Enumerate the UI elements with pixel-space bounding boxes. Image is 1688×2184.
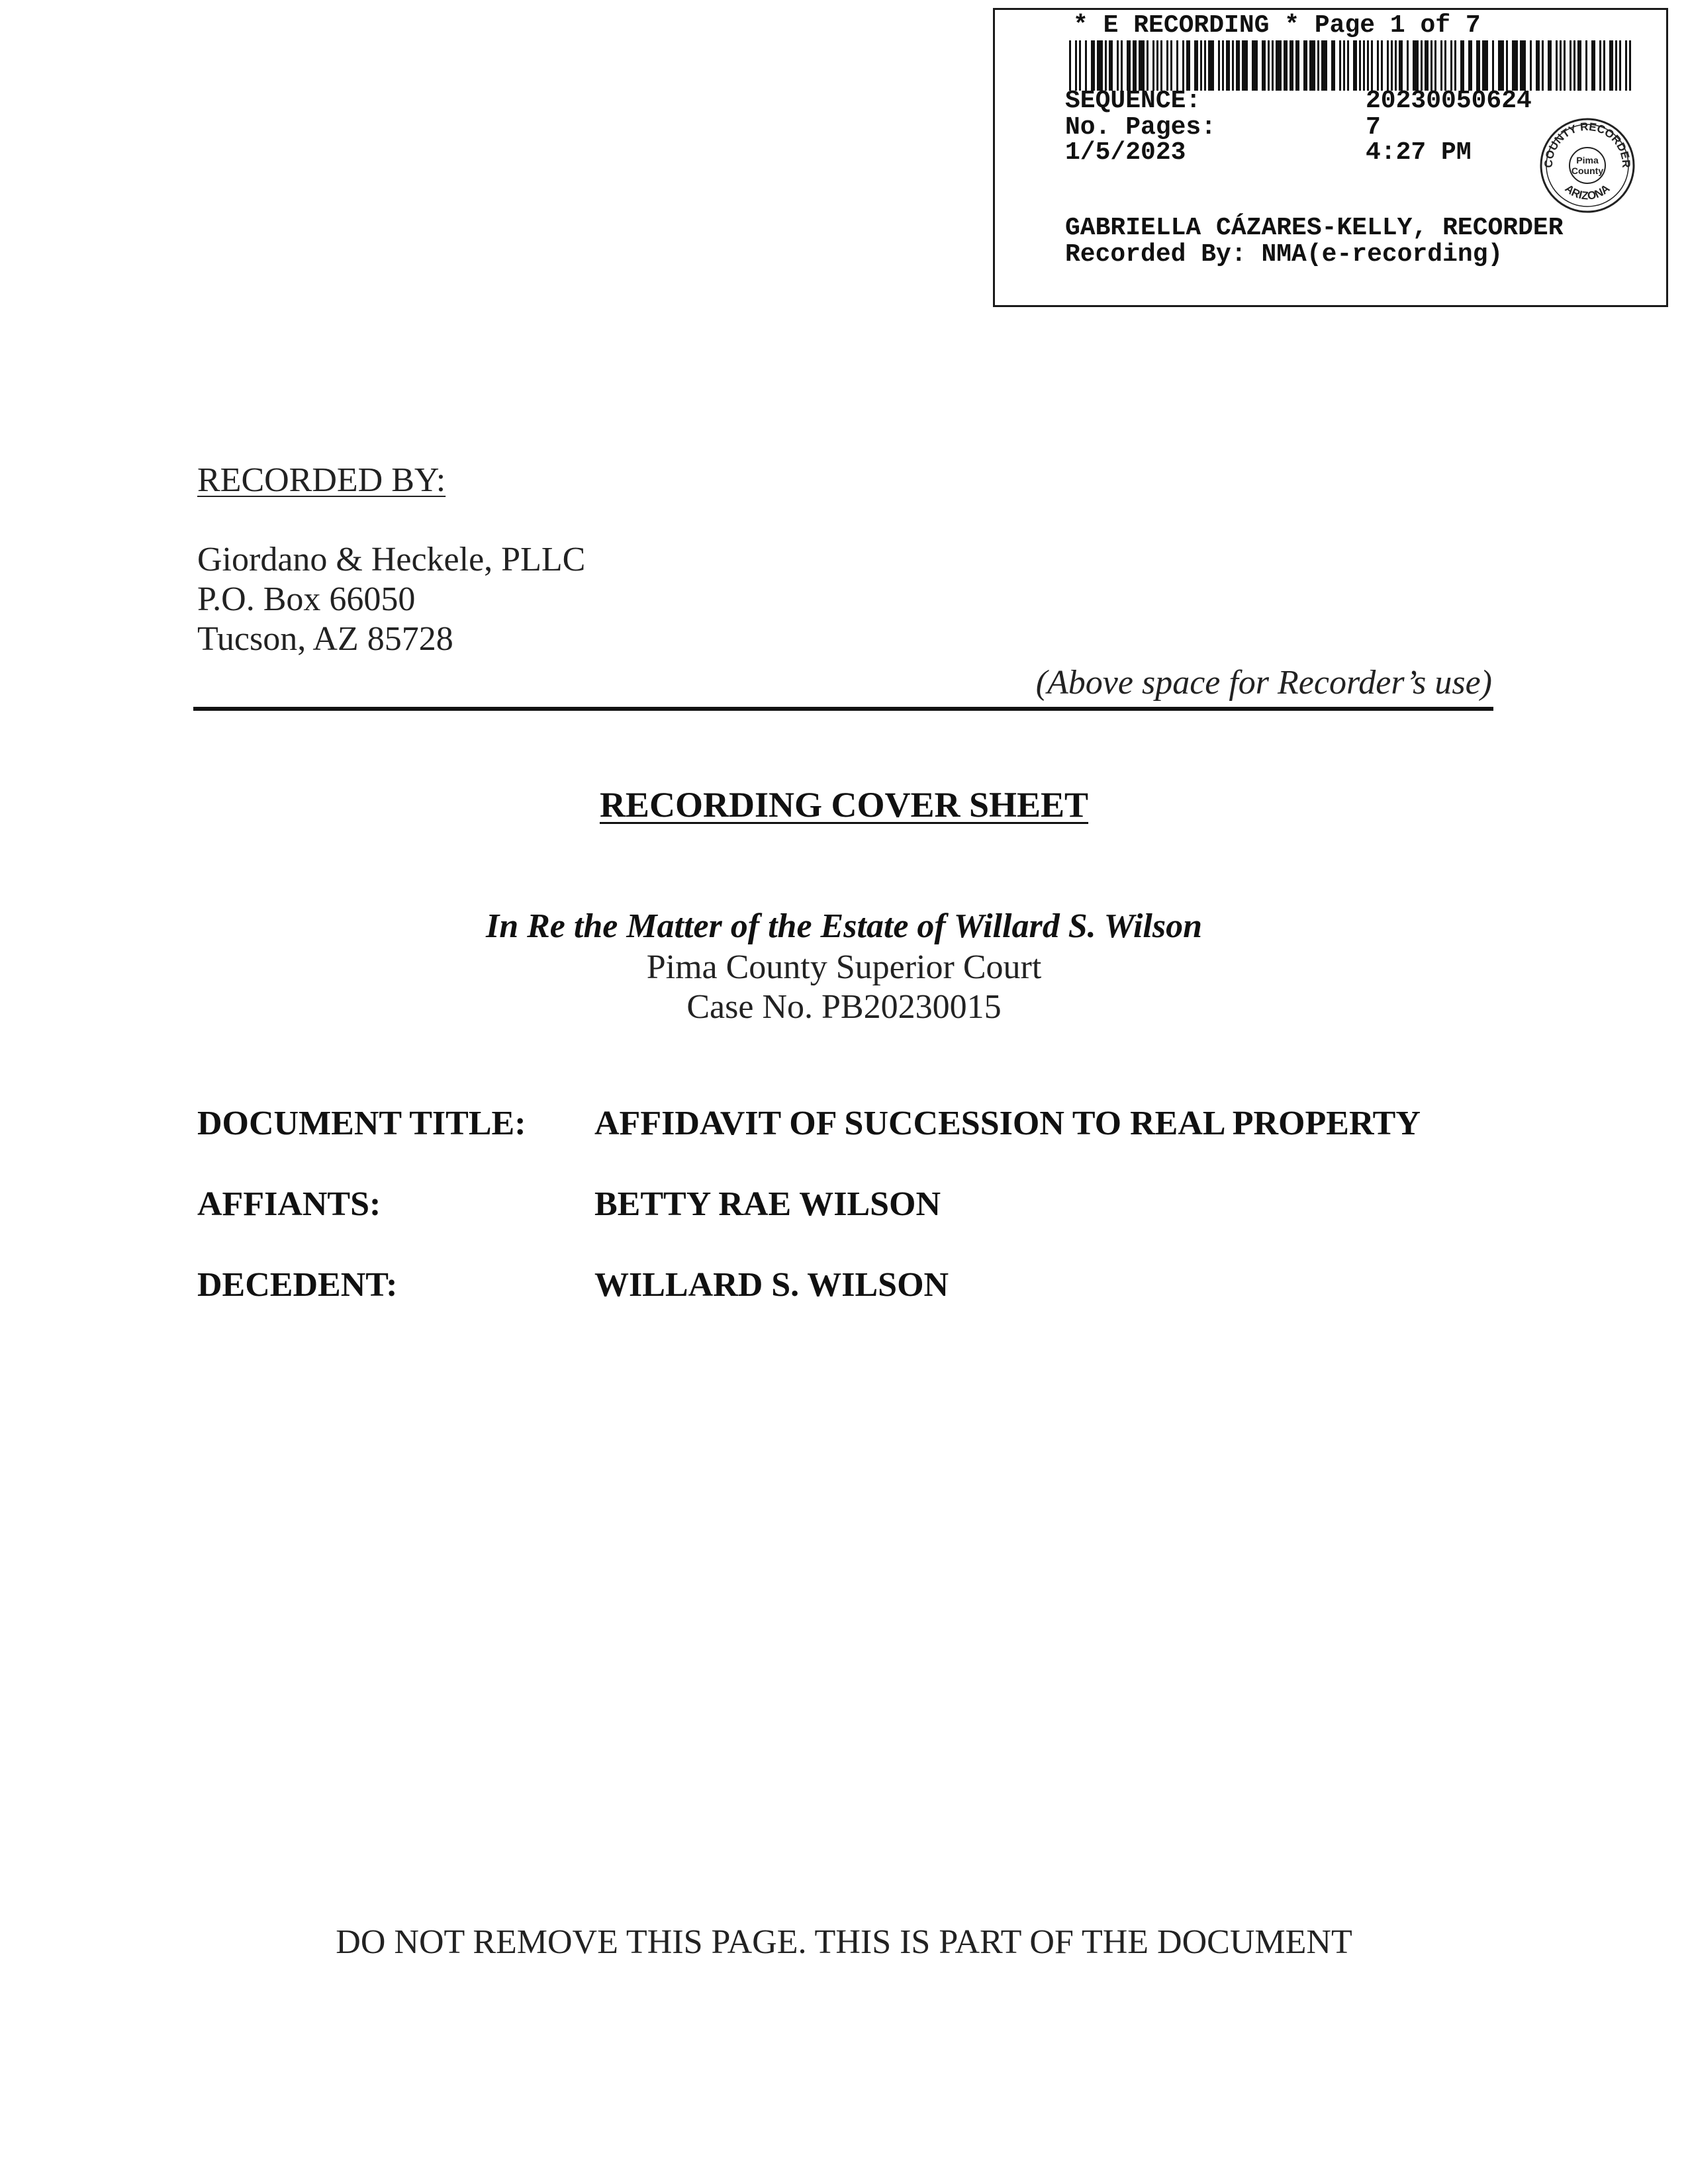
seal-center-line1: Pima bbox=[1576, 155, 1599, 165]
svg-text:ARIZONA bbox=[1563, 182, 1613, 203]
recorded-by-stamp: Recorded By: NMA(e-recording) bbox=[1065, 240, 1503, 269]
seal-top-text: COUNTY RECORDER bbox=[1542, 120, 1633, 168]
seal-center-line2: County bbox=[1571, 165, 1604, 176]
record-date: 1/5/2023 bbox=[1065, 138, 1186, 167]
seal-bottom-text: ARIZONA bbox=[1562, 182, 1613, 203]
cover-sheet-title bbox=[0, 784, 1688, 825]
document-title-label: DOCUMENT TITLE: bbox=[197, 1105, 526, 1142]
decedent-value: WILLARD S. WILSON bbox=[594, 1266, 949, 1304]
matter-title: In Re the Matter of the Estate of Willard S. Wilson bbox=[485, 907, 1203, 945]
sequence-label: SEQUENCE: bbox=[1065, 87, 1201, 115]
affiants-label: AFFIANTS: bbox=[197, 1185, 381, 1223]
court-name: Pima County Superior Court bbox=[646, 948, 1042, 986]
divider-rule bbox=[193, 707, 1493, 711]
recorder-name: GABRIELLA CÁZARES-KELLY, RECORDER bbox=[1065, 214, 1564, 242]
document-title-value: AFFIDAVIT OF SUCCESSION TO REAL PROPERTY bbox=[594, 1105, 1421, 1142]
record-time: 4:27 PM bbox=[1366, 138, 1472, 167]
county-recorder-seal-icon bbox=[1538, 116, 1637, 215]
barcode-icon bbox=[1069, 40, 1632, 91]
case-number: Case No. PB20230015 bbox=[686, 988, 1002, 1026]
address-firm: Giordano & Heckele, PLLC bbox=[197, 541, 586, 578]
recorder-use-note: (Above space for Recorder’s use) bbox=[1035, 664, 1492, 702]
sequence-value: 20230050624 bbox=[1366, 87, 1532, 115]
footer-notice: DO NOT REMOVE THIS PAGE. THIS IS PART OF THE DOCUMENT bbox=[336, 1923, 1352, 1961]
address-city: Tucson, AZ 85728 bbox=[197, 620, 453, 658]
affiants-value: BETTY RAE WILSON bbox=[594, 1185, 941, 1223]
pages-value: 7 bbox=[1366, 113, 1381, 142]
recorded-by-label: RECORDED BY: bbox=[197, 461, 446, 499]
recorder-stamp bbox=[993, 8, 1668, 307]
address-po-box: P.O. Box 66050 bbox=[197, 580, 416, 618]
decedent-label: DECEDENT: bbox=[197, 1266, 398, 1304]
cover-sheet-title-text: RECORDING COVER SHEET bbox=[599, 785, 1089, 825]
pages-label: No. Pages: bbox=[1065, 113, 1217, 142]
stamp-header: * E RECORDING * Page 1 of 7 bbox=[1073, 11, 1481, 40]
